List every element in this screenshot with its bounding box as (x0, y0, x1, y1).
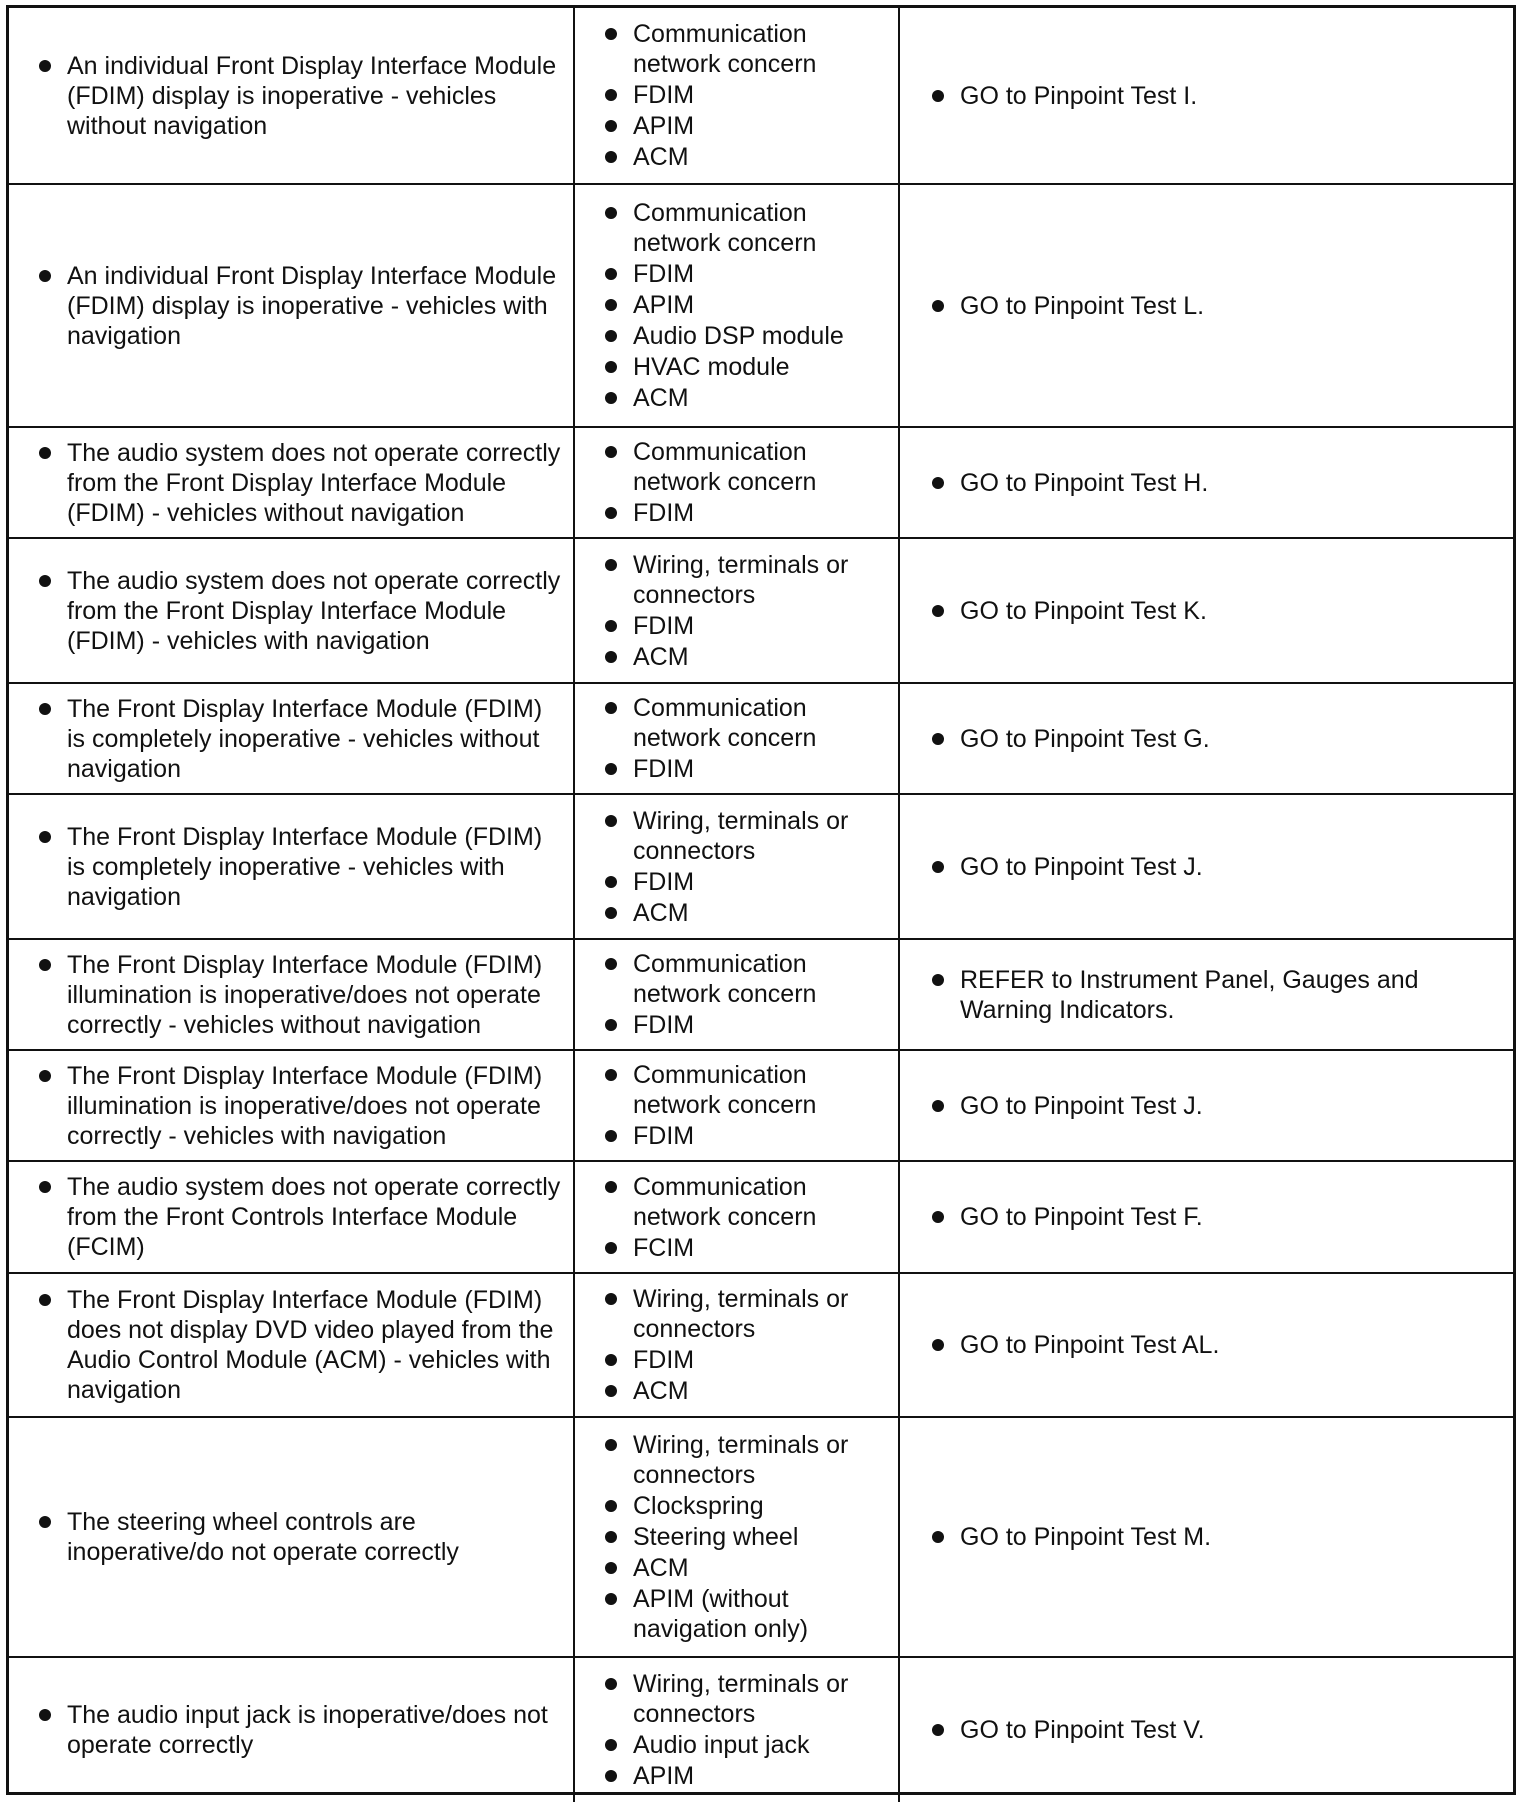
action-text: GO to Pinpoint Test M. (960, 1522, 1493, 1552)
symptom-text: An individual Front Display Interface Module (FDIM) display is inoperative - vehicles without navigation (67, 51, 563, 141)
action-text: GO to Pinpoint Test H. (960, 468, 1493, 498)
table-row (9, 1050, 1513, 1161)
cause-item: Communication network concern (633, 1172, 884, 1232)
symptom-text: The Front Display Interface Module (FDIM) illumination is inoperative/does not operate correctly - vehicles without navigation (67, 950, 563, 1040)
table-row (9, 683, 1513, 794)
cause-item: FDIM (633, 867, 884, 897)
symptom-cell (9, 1657, 574, 1802)
symptom-text: The audio system does not operate correctly from the Front Display Interface Module (FDIM) - vehicles with navigation (67, 566, 563, 656)
action-cell (899, 683, 1513, 794)
cause-cell (574, 939, 899, 1050)
table-row (9, 1657, 1513, 1802)
symptom-cell (9, 1417, 574, 1657)
cause-item: Communication network concern (633, 437, 884, 497)
cause-item: APIM (633, 111, 884, 141)
table-row (9, 538, 1513, 683)
cause-cell (574, 683, 899, 794)
cause-item: Clockspring (633, 1491, 884, 1521)
symptom-cell (9, 1273, 574, 1417)
cause-item: FDIM (633, 259, 884, 289)
cause-cell (574, 1050, 899, 1161)
cause-item: FDIM (633, 80, 884, 110)
cause-cell (574, 1657, 899, 1802)
cause-item: Wiring, terminals or connectors (633, 1669, 884, 1729)
cause-cell (574, 538, 899, 683)
action-cell (899, 538, 1513, 683)
cause-item: Communication network concern (633, 198, 884, 258)
symptom-chart (6, 5, 1516, 1795)
symptom-cell (9, 538, 574, 683)
symptom-cell (9, 683, 574, 794)
symptom-cell (9, 939, 574, 1050)
action-cell (899, 939, 1513, 1050)
symptom-text: The audio system does not operate correctly from the Front Controls Interface Module (FCIM) (67, 1172, 563, 1262)
cause-item: APIM (without navigation only) (633, 1584, 884, 1644)
cause-item: Steering wheel (633, 1522, 884, 1552)
symptom-text: An individual Front Display Interface Module (FDIM) display is inoperative - vehicles with navigation (67, 261, 563, 351)
symptom-text: The audio input jack is inoperative/does not operate correctly (67, 1700, 563, 1760)
action-cell (899, 184, 1513, 427)
cause-cell (574, 1161, 899, 1273)
table-row (9, 794, 1513, 939)
table-row (9, 939, 1513, 1050)
action-text: GO to Pinpoint Test J. (960, 1091, 1493, 1121)
table-row (9, 1417, 1513, 1657)
symptom-cell (9, 1161, 574, 1273)
symptom-cell (9, 184, 574, 427)
cause-cell (574, 794, 899, 939)
cause-item: FDIM (633, 1345, 884, 1375)
cause-item: Wiring, terminals or connectors (633, 550, 884, 610)
action-text: GO to Pinpoint Test I. (960, 81, 1493, 111)
cause-cell (574, 1273, 899, 1417)
action-text: GO to Pinpoint Test AL. (960, 1330, 1493, 1360)
cause-item: ACM (633, 642, 884, 672)
cause-item: ACM (633, 383, 884, 413)
action-cell (899, 1273, 1513, 1417)
table-row (9, 8, 1513, 184)
action-text: GO to Pinpoint Test G. (960, 724, 1493, 754)
cause-item: Wiring, terminals or connectors (633, 1284, 884, 1344)
symptom-text: The Front Display Interface Module (FDIM) does not display DVD video played from the Audio Control Module (ACM) - vehicles with navigation (67, 1285, 563, 1405)
cause-item: ACM (633, 1553, 884, 1583)
symptom-cell (9, 794, 574, 939)
action-text: GO to Pinpoint Test L. (960, 291, 1493, 321)
action-cell (899, 1417, 1513, 1657)
cause-item: Audio DSP module (633, 321, 884, 351)
cause-item: ACM (633, 898, 884, 928)
action-cell (899, 1161, 1513, 1273)
cause-item: FDIM (633, 754, 884, 784)
symptom-text: The Front Display Interface Module (FDIM) is completely inoperative - vehicles without navigation (67, 694, 563, 784)
action-text: GO to Pinpoint Test K. (960, 596, 1493, 626)
action-cell (899, 1050, 1513, 1161)
cause-cell (574, 184, 899, 427)
cause-item: ACM (633, 1376, 884, 1406)
action-cell (899, 427, 1513, 538)
cause-item: Communication network concern (633, 693, 884, 753)
symptom-cell (9, 427, 574, 538)
symptom-text: The Front Display Interface Module (FDIM) illumination is inoperative/does not operate correctly - vehicles with navigation (67, 1061, 563, 1151)
symptom-text: The audio system does not operate correctly from the Front Display Interface Module (FDIM) - vehicles without navigation (67, 438, 563, 528)
symptom-text: The Front Display Interface Module (FDIM) is completely inoperative - vehicles with navigation (67, 822, 563, 912)
table-row (9, 427, 1513, 538)
action-text: GO to Pinpoint Test F. (960, 1202, 1493, 1232)
table-row (9, 1273, 1513, 1417)
cause-item: HVAC module (633, 352, 884, 382)
action-cell (899, 1657, 1513, 1802)
action-text: REFER to Instrument Panel, Gauges and Warning Indicators. (960, 965, 1493, 1025)
cause-item: FDIM (633, 1121, 884, 1151)
cause-item: Communication network concern (633, 1060, 884, 1120)
cause-item: FDIM (633, 1010, 884, 1040)
cause-item: Communication network concern (633, 949, 884, 1009)
cause-item: FCIM (633, 1233, 884, 1263)
table-row (9, 184, 1513, 427)
action-cell (899, 794, 1513, 939)
cause-cell (574, 427, 899, 538)
symptom-text: The steering wheel controls are inoperative/do not operate correctly (67, 1507, 563, 1567)
cause-item: ACM (633, 142, 884, 172)
action-cell (899, 8, 1513, 184)
cause-item: FDIM (633, 611, 884, 641)
cause-item: APIM (633, 290, 884, 320)
cause-item: APIM (633, 1761, 884, 1791)
symptom-cell (9, 8, 574, 184)
symptom-table (9, 8, 1513, 1802)
action-text: GO to Pinpoint Test J. (960, 852, 1493, 882)
cause-cell (574, 8, 899, 184)
table-row (9, 1161, 1513, 1273)
symptom-table-body (9, 8, 1513, 1802)
cause-cell (574, 1417, 899, 1657)
cause-item: Wiring, terminals or connectors (633, 806, 884, 866)
cause-item: Wiring, terminals or connectors (633, 1430, 884, 1490)
symptom-cell (9, 1050, 574, 1161)
cause-item: Communication network concern (633, 19, 884, 79)
cause-item: FDIM (633, 498, 884, 528)
cause-item: Audio input jack (633, 1730, 884, 1760)
action-text: GO to Pinpoint Test V. (960, 1715, 1493, 1745)
